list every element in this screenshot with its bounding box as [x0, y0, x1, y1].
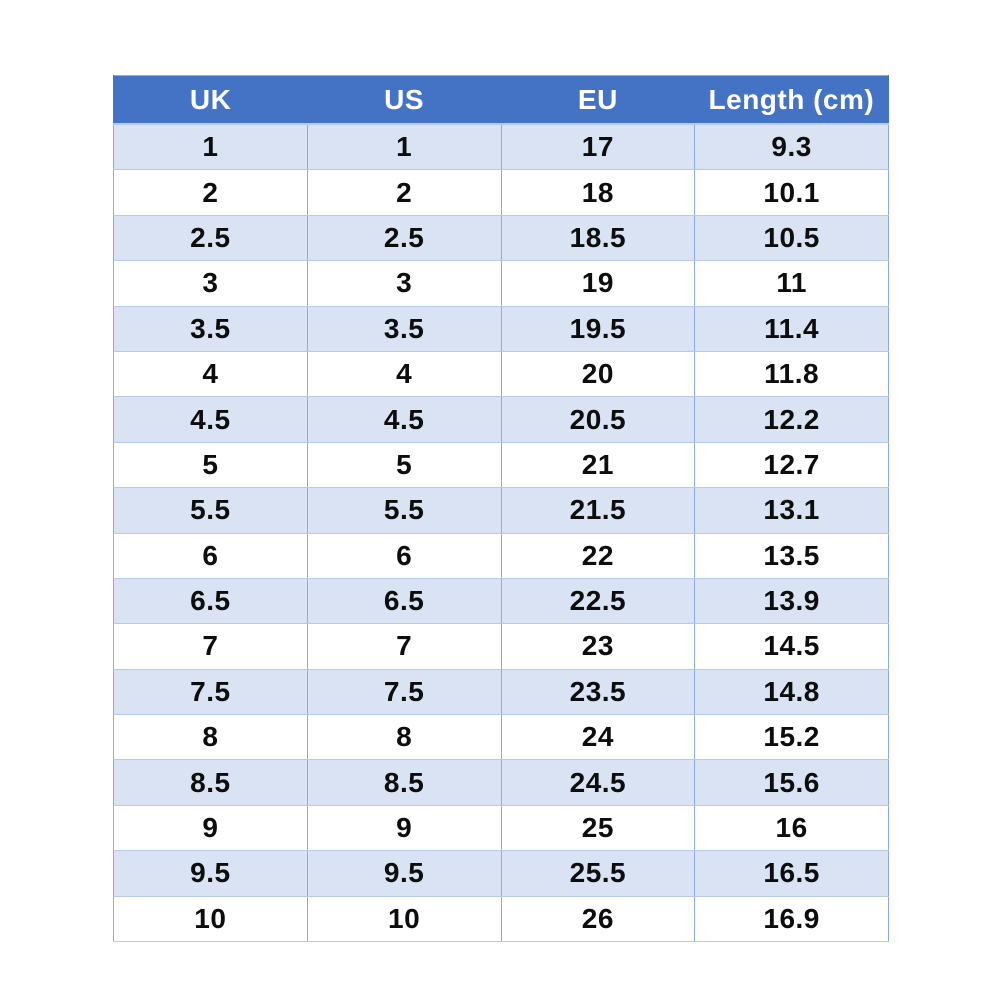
- cell: 22.5: [501, 578, 695, 623]
- table-header: [114, 76, 889, 125]
- cell: 15.6: [695, 760, 889, 805]
- cell: 4.5: [307, 397, 501, 442]
- cell: 10.5: [695, 215, 889, 260]
- cell: 21: [501, 442, 695, 487]
- cell: 24.5: [501, 760, 695, 805]
- cell: 5.5: [114, 488, 308, 533]
- cell: 13.9: [695, 578, 889, 623]
- cell: 16.5: [695, 851, 889, 896]
- cell: 7: [114, 624, 308, 669]
- table-row: [114, 669, 889, 714]
- cell: 25.5: [501, 851, 695, 896]
- cell: 9: [114, 805, 308, 850]
- cell: 11.8: [695, 351, 889, 396]
- table-row: [114, 896, 889, 941]
- cell: 2.5: [307, 215, 501, 260]
- table-row: [114, 533, 889, 578]
- cell: 7.5: [307, 669, 501, 714]
- cell: 3.5: [307, 306, 501, 351]
- cell: 4: [307, 351, 501, 396]
- cell: 13.5: [695, 533, 889, 578]
- cell: 2.5: [114, 215, 308, 260]
- cell: 20: [501, 351, 695, 396]
- cell: 9.3: [695, 124, 889, 170]
- table-row: [114, 261, 889, 306]
- table-row: [114, 805, 889, 850]
- table-row: [114, 306, 889, 351]
- table-row: [114, 624, 889, 669]
- cell: 5: [307, 442, 501, 487]
- cell: 19.5: [501, 306, 695, 351]
- cell: 14.8: [695, 669, 889, 714]
- cell: 10: [114, 896, 308, 941]
- table-row: [114, 760, 889, 805]
- cell: 6: [307, 533, 501, 578]
- cell: 8.5: [307, 760, 501, 805]
- table-row: [114, 442, 889, 487]
- table-row: [114, 715, 889, 760]
- cell: 10: [307, 896, 501, 941]
- cell: 14.5: [695, 624, 889, 669]
- cell: 6.5: [307, 578, 501, 623]
- cell: 2: [114, 170, 308, 215]
- cell: 9: [307, 805, 501, 850]
- cell: 8.5: [114, 760, 308, 805]
- column-header-us: US: [307, 76, 501, 125]
- cell: 6.5: [114, 578, 308, 623]
- cell: 8: [114, 715, 308, 760]
- table-row: [114, 215, 889, 260]
- cell: 3: [307, 261, 501, 306]
- cell: 9.5: [307, 851, 501, 896]
- cell: 16: [695, 805, 889, 850]
- cell: 1: [114, 124, 308, 170]
- cell: 20.5: [501, 397, 695, 442]
- cell: 22: [501, 533, 695, 578]
- cell: 3.5: [114, 306, 308, 351]
- cell: 23.5: [501, 669, 695, 714]
- cell: 18.5: [501, 215, 695, 260]
- cell: 12.2: [695, 397, 889, 442]
- cell: 6: [114, 533, 308, 578]
- cell: 26: [501, 896, 695, 941]
- cell: 7: [307, 624, 501, 669]
- cell: 24: [501, 715, 695, 760]
- cell: 1: [307, 124, 501, 170]
- cell: 18: [501, 170, 695, 215]
- cell: 5.5: [307, 488, 501, 533]
- table-row: [114, 851, 889, 896]
- shoe-size-conversion-table: [113, 75, 889, 942]
- cell: 17: [501, 124, 695, 170]
- table-row: [114, 578, 889, 623]
- cell: 4: [114, 351, 308, 396]
- cell: 11.4: [695, 306, 889, 351]
- cell: 9.5: [114, 851, 308, 896]
- column-header-uk: UK: [114, 76, 308, 125]
- cell: 8: [307, 715, 501, 760]
- cell: 2: [307, 170, 501, 215]
- table-row: [114, 488, 889, 533]
- column-header-eu: EU: [501, 76, 695, 125]
- cell: 3: [114, 261, 308, 306]
- table-row: [114, 397, 889, 442]
- cell: 23: [501, 624, 695, 669]
- cell: 4.5: [114, 397, 308, 442]
- cell: 21.5: [501, 488, 695, 533]
- column-header-length: Length (cm): [695, 76, 889, 125]
- cell: 13.1: [695, 488, 889, 533]
- cell: 10.1: [695, 170, 889, 215]
- table-row: [114, 170, 889, 215]
- cell: 16.9: [695, 896, 889, 941]
- cell: 25: [501, 805, 695, 850]
- table-body: [114, 124, 889, 942]
- cell: 12.7: [695, 442, 889, 487]
- table-row: [114, 124, 889, 170]
- cell: 19: [501, 261, 695, 306]
- header-row: [114, 76, 889, 125]
- table-row: [114, 351, 889, 396]
- cell: 7.5: [114, 669, 308, 714]
- cell: 11: [695, 261, 889, 306]
- cell: 5: [114, 442, 308, 487]
- cell: 15.2: [695, 715, 889, 760]
